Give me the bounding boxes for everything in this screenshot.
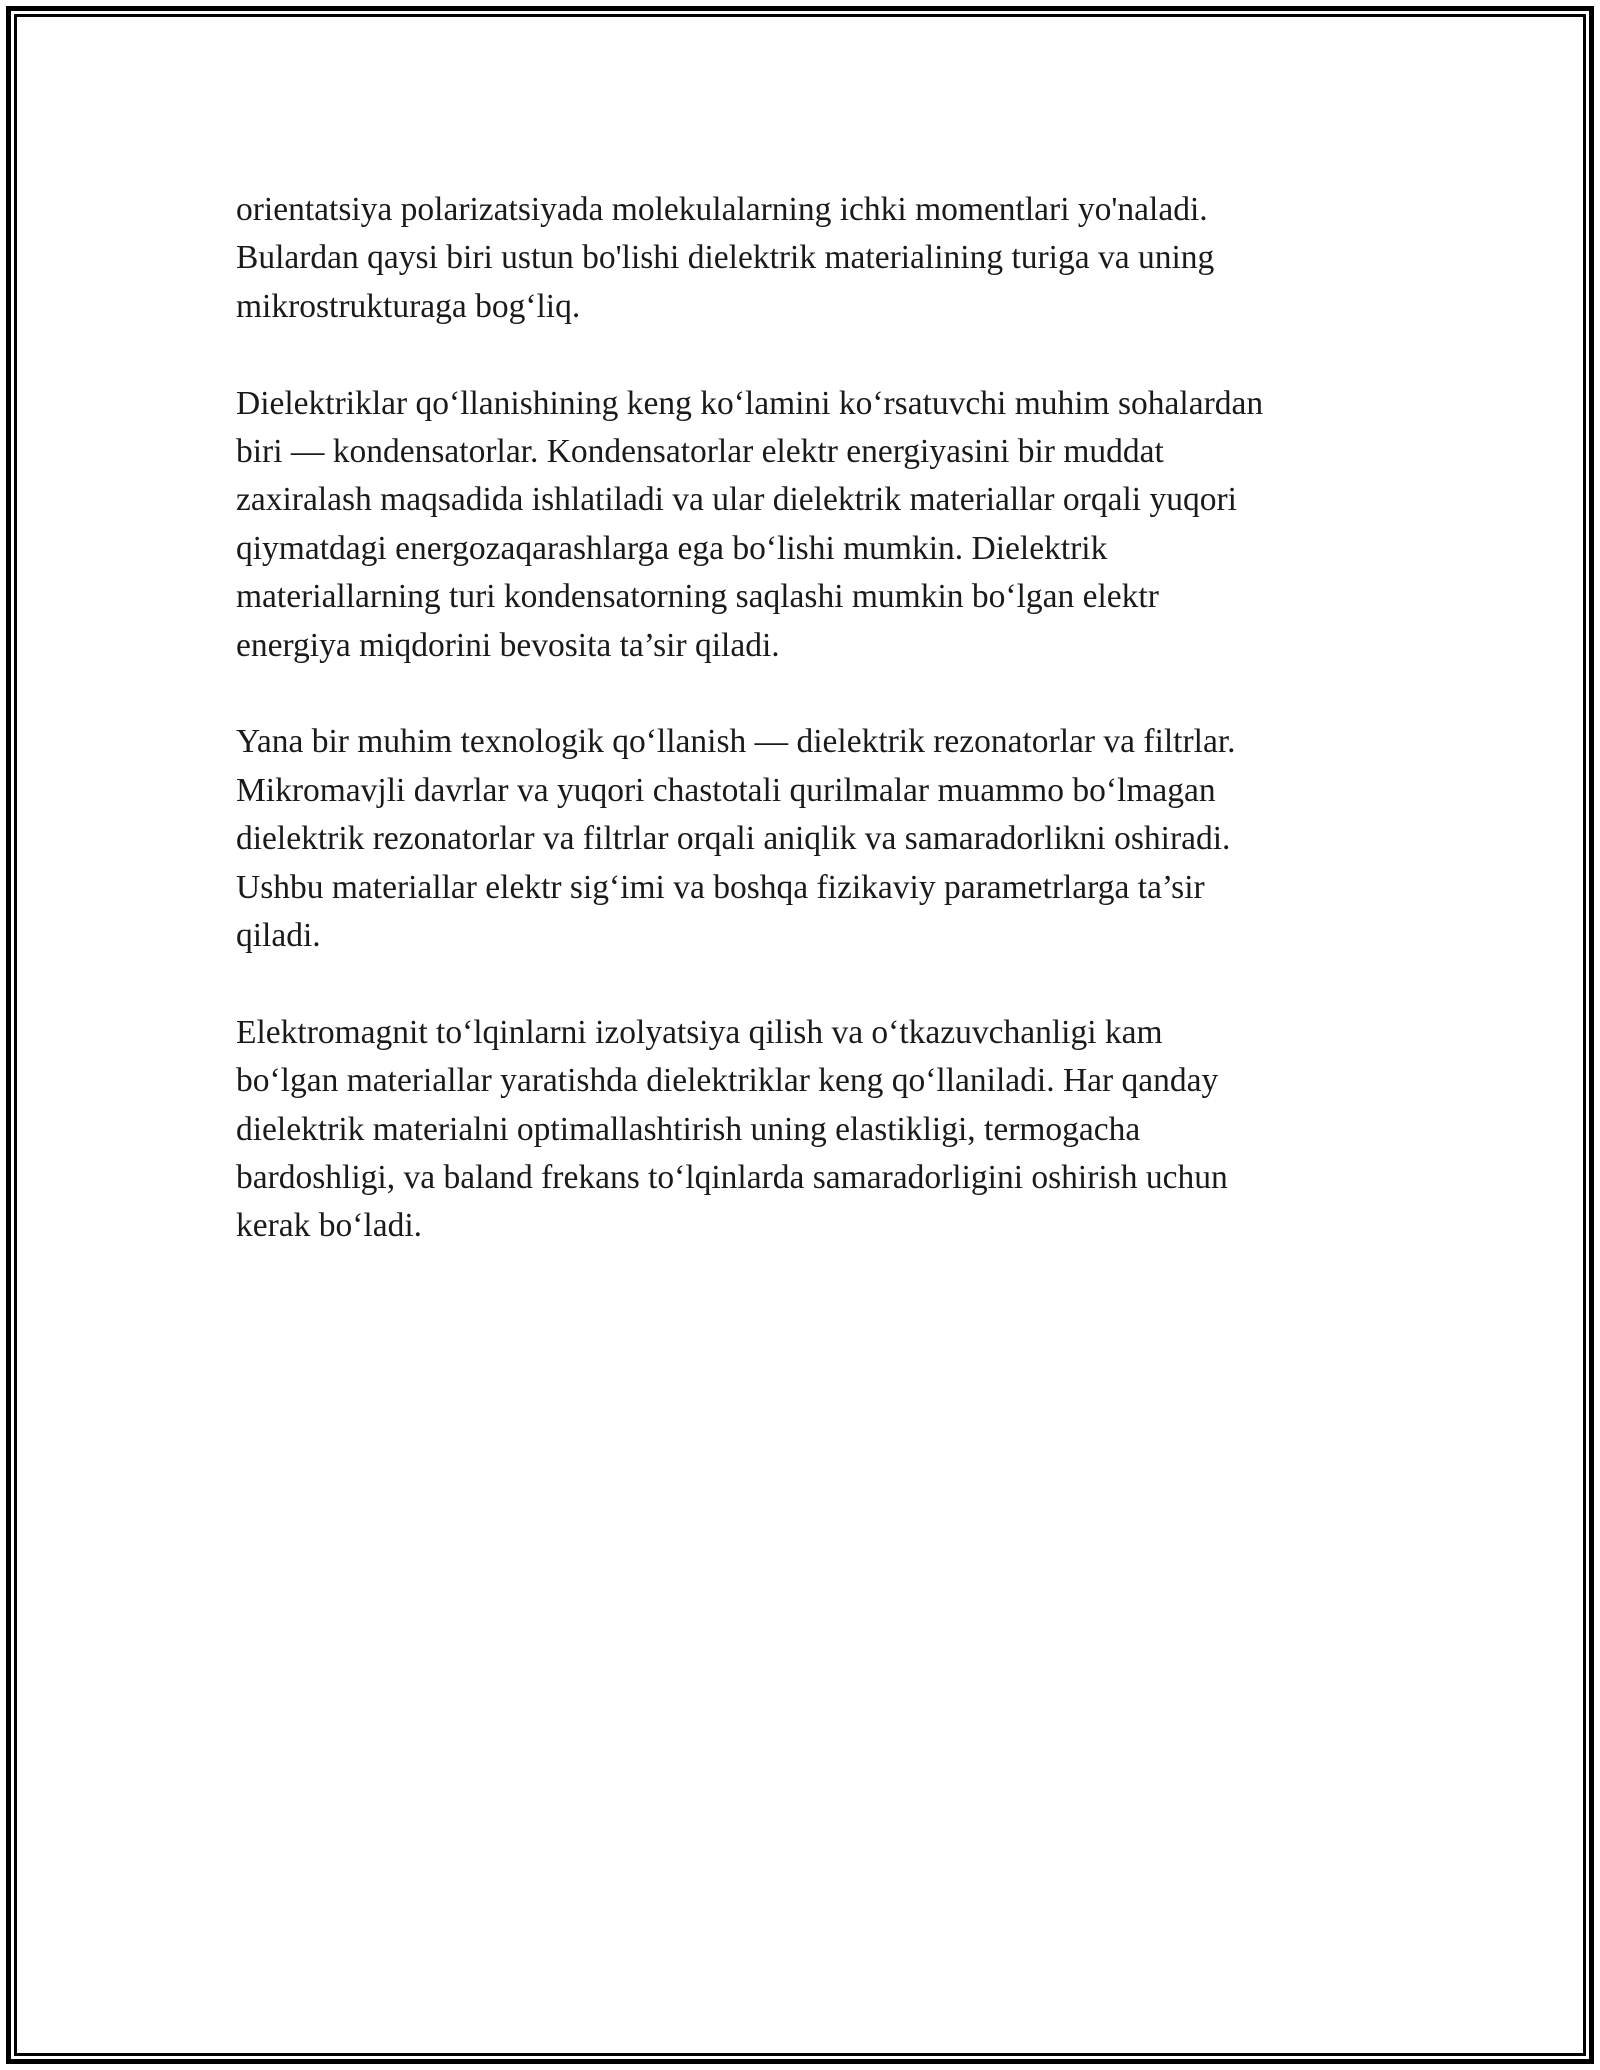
paragraph-line: Ushbu materiallar elektr sig‘imi va boshqa fizikaviy parametrlarga ta’sir xyxy=(236,868,1205,906)
paragraph-line: dielektrik materialni optimallashtirish uning elastikligi, termogacha xyxy=(236,1110,1141,1148)
document-body xyxy=(236,186,1376,1251)
paragraph-line: Yana bir muhim texnologik qo‘llanish — dielektrik rezonatorlar va filtrlar. xyxy=(236,723,1236,761)
paragraph-line: qiladi. xyxy=(236,917,321,955)
paragraph-3 xyxy=(236,718,1376,960)
paragraph-line: energiya miqdorini bevosita ta’sir qiladi. xyxy=(236,626,780,664)
paragraph-line: qiymatdagi energozaqarashlarga ega bo‘lishi mumkin. Dielektrik xyxy=(236,529,1108,567)
paragraph-line: Elektromagnit to‘lqinlarni izolyatsiya qilish va o‘tkazuvchanligi kam xyxy=(236,1013,1163,1051)
paragraph-line: Mikromavjli davrlar va yuqori chastotali qurilmalar muammo bo‘lmagan xyxy=(236,771,1216,809)
paragraph-1 xyxy=(236,186,1376,331)
paragraph-4 xyxy=(236,1009,1376,1251)
paragraph-2 xyxy=(236,380,1376,670)
paragraph-line: materiallarning turi kondensatorning saqlashi mumkin bo‘lgan elektr xyxy=(236,578,1159,616)
paragraph-line: orientatsiya polarizatsiyada molekulalarning ichki momentlari yo'naladi. xyxy=(236,191,1208,228)
paragraph-line: mikrostrukturaga bog‘liq. xyxy=(236,287,581,325)
paragraph-line: Dielektriklar qo‘llanishining keng ko‘lamini ko‘rsatuvchi muhim sohalardan xyxy=(236,384,1264,422)
paragraph-line: bo‘lgan materiallar yaratishda dielektriklar keng qo‘llaniladi. Har qanday xyxy=(236,1062,1219,1100)
paragraph-line: biri — kondensatorlar. Kondensatorlar elektr energiyasini bir muddat xyxy=(236,433,1164,471)
paragraph-line: Bulardan qaysi biri ustun bo'lishi dielektrik materialining turiga va uning xyxy=(236,239,1215,277)
paragraph-line: dielektrik rezonatorlar va filtrlar orqali aniqlik va samaradorlikni oshiradi. xyxy=(236,820,1231,858)
paragraph-line: kerak bo‘ladi. xyxy=(236,1207,423,1245)
paragraph-line: bardoshligi, va baland frekans to‘lqinlarda samaradorligini oshirish uchun xyxy=(236,1159,1228,1197)
paragraph-line: zaxiralash maqsadida ishlatiladi va ular dielektrik materiallar orqali yuqori xyxy=(236,481,1237,519)
